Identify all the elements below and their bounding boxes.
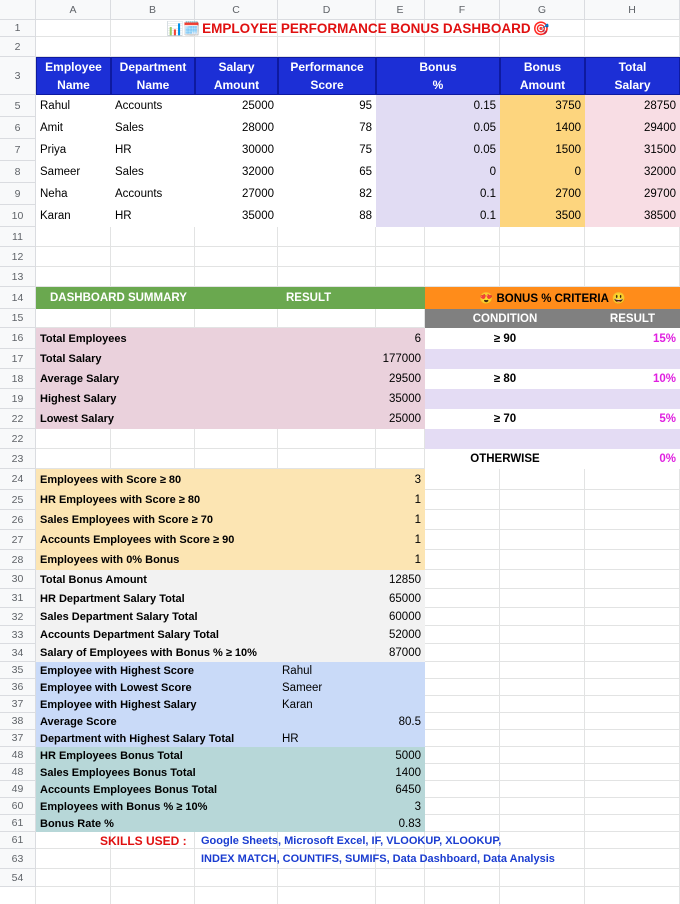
table-cell[interactable]: 0.1	[376, 205, 500, 227]
table-cell[interactable]: 88	[278, 205, 376, 227]
table-cell[interactable]: 3750	[500, 95, 585, 117]
summary-value[interactable]: 177000	[278, 349, 425, 369]
summary-value[interactable]: 60000	[278, 608, 425, 626]
summary-label: Sales Employees with Score ≥ 70	[36, 510, 278, 530]
table-header-text: Salary	[614, 78, 651, 92]
row-number[interactable]: 2	[0, 37, 36, 57]
table-header-text: Performance	[290, 60, 364, 74]
table-header-text: Total	[618, 60, 647, 74]
summary-label: Accounts Department Salary Total	[36, 626, 278, 644]
summary-label: Employees with Bonus % ≥ 10%	[36, 798, 278, 815]
summary-label: Sales Department Salary Total	[36, 608, 278, 626]
row-number[interactable]: 32	[0, 608, 36, 626]
criteria-result: 0%	[585, 449, 680, 469]
summary-value[interactable]: Karan	[278, 696, 425, 713]
row-number[interactable]: 11	[0, 227, 36, 247]
summary-label: Employee with Lowest Score	[36, 679, 278, 696]
table-cell[interactable]: 25000	[195, 95, 278, 117]
summary-value[interactable]: 0.83	[278, 815, 425, 832]
table-cell[interactable]: 95	[278, 95, 376, 117]
row-number[interactable]: 49	[0, 781, 36, 798]
row-number[interactable]: 38	[0, 713, 36, 730]
table-cell[interactable]: 38500	[585, 205, 680, 227]
table-cell[interactable]: 30000	[195, 139, 278, 161]
summary-value[interactable]: 87000	[278, 644, 425, 662]
column-header[interactable]: H	[585, 0, 680, 20]
summary-value[interactable]: Rahul	[278, 662, 425, 679]
row-number[interactable]: 25	[0, 490, 36, 510]
criteria-result	[585, 349, 680, 369]
row-number[interactable]: 30	[0, 570, 36, 589]
row-number[interactable]: 35	[0, 662, 36, 679]
summary-value[interactable]: 3	[278, 798, 425, 815]
row-number[interactable]: 16	[0, 328, 36, 349]
summary-label: Employees with 0% Bonus	[36, 550, 278, 570]
row-number[interactable]: 8	[0, 161, 36, 183]
summary-value[interactable]: 52000	[278, 626, 425, 644]
summary-label: Department with Highest Salary Total	[36, 730, 278, 747]
summary-value[interactable]: 25000	[278, 409, 425, 429]
summary-header-label: DASHBOARD SUMMARY	[36, 287, 278, 309]
row-number[interactable]: 27	[0, 530, 36, 550]
row-number[interactable]: 1	[0, 20, 36, 37]
table-header-cell	[500, 57, 585, 95]
table-cell[interactable]: Sales	[111, 161, 195, 183]
row-number[interactable]: 13	[0, 267, 36, 287]
row-number[interactable]: 33	[0, 626, 36, 644]
summary-value[interactable]: 12850	[278, 570, 425, 589]
skills-line-1: Google Sheets, Microsoft Excel, IF, VLOOKUP, XLOOKUP,	[201, 834, 502, 847]
chart-emoji-icon: 📊🗓️	[166, 20, 201, 36]
row-number[interactable]: 5	[0, 95, 36, 117]
table-cell[interactable]: 0.1	[376, 183, 500, 205]
criteria-result: 10%	[585, 369, 680, 389]
summary-value[interactable]: 6450	[278, 781, 425, 798]
table-cell[interactable]: 28750	[585, 95, 680, 117]
summary-label: Salary of Employees with Bonus % ≥ 10%	[36, 644, 278, 662]
row-number[interactable]: 7	[0, 139, 36, 161]
summary-value[interactable]: Sameer	[278, 679, 425, 696]
table-cell[interactable]: 78	[278, 117, 376, 139]
summary-label: Total Bonus Amount	[36, 570, 278, 589]
criteria-condition	[425, 349, 585, 369]
corner-cell	[0, 0, 36, 20]
table-cell[interactable]: Priya	[36, 139, 111, 161]
criteria-condition	[425, 429, 585, 449]
row-number[interactable]: 24	[0, 469, 36, 490]
summary-value[interactable]: HR	[278, 730, 425, 747]
table-cell[interactable]: 0	[376, 161, 500, 183]
summary-label: Employees with Score ≥ 80	[36, 469, 278, 490]
table-header-cell	[278, 57, 376, 95]
row-number[interactable]: 14	[0, 287, 36, 309]
summary-value[interactable]: 80.5	[278, 713, 425, 730]
summary-label: Lowest Salary	[36, 409, 278, 429]
row-number[interactable]: 37	[0, 696, 36, 713]
table-cell[interactable]: 28000	[195, 117, 278, 139]
table-cell[interactable]: 27000	[195, 183, 278, 205]
row-number[interactable]: 61	[0, 815, 36, 832]
row-number[interactable]: 17	[0, 349, 36, 369]
table-cell[interactable]: 0.15	[376, 95, 500, 117]
row-number[interactable]: 60	[0, 798, 36, 815]
table-cell[interactable]: Amit	[36, 117, 111, 139]
table-cell[interactable]: 82	[278, 183, 376, 205]
criteria-condition: OTHERWISE	[425, 449, 585, 469]
table-header-cell	[111, 57, 195, 95]
summary-label: Employee with Highest Salary	[36, 696, 278, 713]
row-number[interactable]: 36	[0, 679, 36, 696]
summary-label: Accounts Employees with Score ≥ 90	[36, 530, 278, 550]
column-header[interactable]: D	[278, 0, 376, 20]
criteria-result-header: RESULT	[585, 309, 680, 328]
column-header[interactable]: F	[425, 0, 500, 20]
summary-value[interactable]: 5000	[278, 747, 425, 764]
row-number[interactable]: 22	[0, 409, 36, 429]
criteria-result: 15%	[585, 328, 680, 349]
table-header-text: Name	[57, 78, 90, 92]
table-header-text: Name	[136, 78, 170, 92]
summary-label: Bonus Rate %	[36, 815, 278, 832]
table-cell[interactable]: 0.05	[376, 139, 500, 161]
table-header-cell	[36, 57, 111, 95]
summary-value[interactable]: 1	[278, 550, 425, 570]
row-number[interactable]: 48	[0, 747, 36, 764]
column-header[interactable]: E	[376, 0, 425, 20]
summary-label: Total Salary	[36, 349, 278, 369]
table-header-text: Score	[310, 78, 344, 92]
column-header[interactable]: C	[195, 0, 278, 20]
row-number[interactable]: 18	[0, 369, 36, 389]
row-number[interactable]: 48	[0, 764, 36, 781]
table-header-text: Amount	[213, 78, 260, 92]
table-header-text: Department	[119, 60, 187, 74]
summary-label: HR Employees Bonus Total	[36, 747, 278, 764]
summary-label: Sales Employees Bonus Total	[36, 764, 278, 781]
row-number[interactable]: 22	[0, 429, 36, 449]
table-header-cell	[195, 57, 278, 95]
summary-value[interactable]: 1	[278, 510, 425, 530]
target-emoji-icon: 🎯	[532, 20, 550, 36]
row-number[interactable]: 26	[0, 510, 36, 530]
row-number[interactable]: 63	[0, 849, 36, 869]
row-number[interactable]: 23	[0, 449, 36, 469]
skills-label: SKILLS USED :	[100, 833, 187, 848]
table-cell[interactable]: Accounts	[111, 95, 195, 117]
column-header[interactable]: B	[111, 0, 195, 20]
table-cell[interactable]: Karan	[36, 205, 111, 227]
skills-line-2: INDEX MATCH, COUNTIFS, SUMIFS, Data Dashboard, Data Analysis	[201, 853, 555, 865]
column-header[interactable]: A	[36, 0, 111, 20]
table-cell[interactable]: 1500	[500, 139, 585, 161]
row-number[interactable]: 54	[0, 869, 36, 887]
table-cell[interactable]: 32000	[195, 161, 278, 183]
summary-label: Total Employees	[36, 328, 278, 349]
summary-label: Average Score	[36, 713, 278, 730]
table-cell[interactable]: 0.05	[376, 117, 500, 139]
summary-label: HR Employees with Score ≥ 80	[36, 490, 278, 510]
table-header-text: Salary	[218, 60, 255, 74]
table-cell[interactable]: Accounts	[111, 183, 195, 205]
table-cell[interactable]: 35000	[195, 205, 278, 227]
table-cell[interactable]: 0	[500, 161, 585, 183]
table-header-text: Employee	[45, 60, 102, 74]
table-cell[interactable]: Sameer	[36, 161, 111, 183]
row-number[interactable]: 9	[0, 183, 36, 205]
row-number[interactable]: 15	[0, 309, 36, 328]
summary-value[interactable]: 3	[278, 469, 425, 490]
summary-label: HR Department Salary Total	[36, 589, 278, 608]
table-cell[interactable]: 29700	[585, 183, 680, 205]
criteria-result	[585, 429, 680, 449]
summary-value[interactable]: 6	[278, 328, 425, 349]
table-header-text: Amount	[519, 78, 566, 92]
table-cell[interactable]: 31500	[585, 139, 680, 161]
criteria-condition: ≥ 80	[425, 369, 585, 389]
row-number[interactable]: 19	[0, 389, 36, 409]
summary-label: Highest Salary	[36, 389, 278, 409]
row-number[interactable]: 31	[0, 589, 36, 608]
row-number[interactable]: 37	[0, 730, 36, 747]
criteria-condition-header: CONDITION	[425, 309, 585, 328]
row-number[interactable]: 34	[0, 644, 36, 662]
page-title	[36, 20, 680, 37]
criteria-condition: ≥ 90	[425, 328, 585, 349]
table-cell[interactable]: HR	[111, 139, 195, 161]
table-cell[interactable]: Rahul	[36, 95, 111, 117]
row-number[interactable]: 61	[0, 832, 36, 849]
summary-value[interactable]: 29500	[278, 369, 425, 389]
table-header-cell	[376, 57, 500, 95]
table-cell[interactable]: Sales	[111, 117, 195, 139]
summary-label: Average Salary	[36, 369, 278, 389]
title-text: EMPLOYEE PERFORMANCE BONUS DASHBOARD	[202, 21, 531, 36]
summary-value[interactable]: 1400	[278, 764, 425, 781]
table-cell[interactable]: 65	[278, 161, 376, 183]
criteria-condition	[425, 389, 585, 409]
table-header-text: Bonus	[523, 60, 562, 74]
row-number[interactable]: 12	[0, 247, 36, 267]
table-header-text: %	[432, 78, 444, 92]
summary-label: Accounts Employees Bonus Total	[36, 781, 278, 798]
table-cell[interactable]: Neha	[36, 183, 111, 205]
column-header[interactable]: G	[500, 0, 585, 20]
table-cell[interactable]: 75	[278, 139, 376, 161]
summary-label: Employee with Highest Score	[36, 662, 278, 679]
row-number[interactable]: 10	[0, 205, 36, 227]
table-cell[interactable]: 2700	[500, 183, 585, 205]
summary-header-result: RESULT	[278, 287, 425, 309]
table-header-text: Bonus	[419, 60, 457, 74]
criteria-title: 😍 BONUS % CRITERIA 😃	[425, 287, 680, 309]
row-number[interactable]: 6	[0, 117, 36, 139]
table-cell[interactable]: HR	[111, 205, 195, 227]
table-cell[interactable]: 3500	[500, 205, 585, 227]
table-header-cell	[585, 57, 680, 95]
summary-value[interactable]: 1	[278, 490, 425, 510]
summary-value[interactable]: 1	[278, 530, 425, 550]
row-number[interactable]: 28	[0, 550, 36, 570]
table-cell[interactable]: 32000	[585, 161, 680, 183]
criteria-condition: ≥ 70	[425, 409, 585, 429]
criteria-result	[585, 389, 680, 409]
summary-value[interactable]: 65000	[278, 589, 425, 608]
table-cell[interactable]: 29400	[585, 117, 680, 139]
criteria-result: 5%	[585, 409, 680, 429]
table-cell[interactable]: 1400	[500, 117, 585, 139]
summary-value[interactable]: 35000	[278, 389, 425, 409]
row-number[interactable]: 3	[0, 57, 36, 95]
